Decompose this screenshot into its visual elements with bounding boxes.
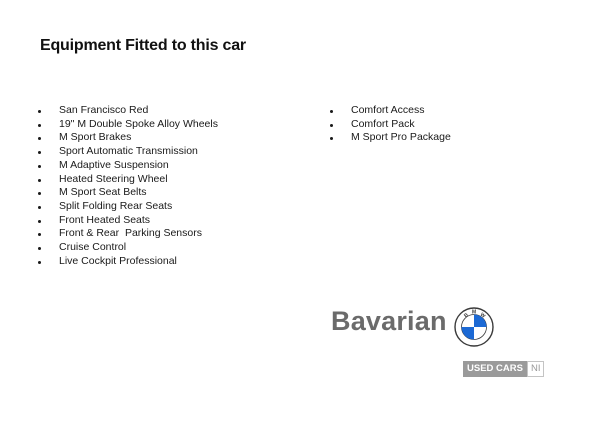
- equipment-item: [330, 131, 451, 145]
- equipment-item-label: Heated Steering Wheel: [59, 172, 168, 185]
- bullet-icon: [38, 261, 41, 264]
- used-cars-badge: [463, 361, 544, 377]
- equipment-item: [38, 214, 218, 228]
- bullet-icon: [330, 110, 333, 113]
- bullet-icon: [38, 192, 41, 195]
- bullet-icon: [38, 233, 41, 236]
- page-title: Equipment Fitted to this car: [40, 37, 246, 54]
- equipment-item-label: Comfort Pack: [351, 117, 415, 130]
- equipment-item-label: Live Cockpit Professional: [59, 254, 177, 267]
- region-label: NI: [527, 361, 545, 377]
- bullet-icon: [38, 220, 41, 223]
- used-cars-label: USED CARS: [463, 361, 527, 377]
- equipment-item: [38, 118, 218, 132]
- equipment-item: [38, 173, 218, 187]
- equipment-list-left: [38, 104, 218, 268]
- bullet-icon: [38, 124, 41, 127]
- svg-text:B: B: [463, 312, 470, 320]
- equipment-item-label: M Adaptive Suspension: [59, 158, 169, 171]
- bullet-icon: [38, 165, 41, 168]
- equipment-item-label: M Sport Pro Package: [351, 131, 451, 144]
- dealer-logo-text: Bavarian: [331, 306, 447, 336]
- equipment-item: [38, 241, 218, 255]
- bmw-roundel-icon: [454, 307, 494, 347]
- equipment-item: [38, 145, 218, 159]
- equipment-item-label: Front & Rear Parking Sensors: [59, 227, 202, 240]
- equipment-item: [38, 200, 218, 214]
- bullet-icon: [330, 137, 333, 140]
- equipment-item-label: San Francisco Red: [59, 104, 149, 116]
- equipment-item: [38, 255, 218, 269]
- equipment-item-label: Front Heated Seats: [59, 213, 151, 226]
- equipment-item: [38, 104, 218, 118]
- equipment-item-label: M Sport Brakes: [59, 131, 132, 144]
- equipment-item: [330, 104, 451, 118]
- bullet-icon: [38, 206, 41, 209]
- equipment-item-label: M Sport Seat Belts: [59, 186, 147, 199]
- equipment-item-label: 19" M Double Spoke Alloy Wheels: [59, 117, 218, 130]
- equipment-item: [38, 227, 218, 241]
- bullet-icon: [38, 247, 41, 250]
- equipment-item-label: Sport Automatic Transmission: [59, 145, 198, 158]
- equipment-list-right: [330, 104, 451, 145]
- equipment-item: [38, 186, 218, 200]
- equipment-item-label: Split Folding Rear Seats: [59, 199, 173, 212]
- equipment-item: [38, 159, 218, 173]
- equipment-item: [38, 131, 218, 145]
- bullet-icon: [38, 110, 41, 113]
- equipment-item-label: Cruise Control: [59, 241, 127, 254]
- svg-text:W: W: [478, 311, 487, 320]
- bullet-icon: [38, 179, 41, 182]
- bullet-icon: [330, 124, 333, 127]
- bullet-icon: [38, 151, 41, 154]
- equipment-item: [330, 118, 451, 132]
- svg-text:M: M: [472, 309, 477, 316]
- bullet-icon: [38, 137, 41, 140]
- equipment-item-label: Comfort Access: [351, 104, 425, 116]
